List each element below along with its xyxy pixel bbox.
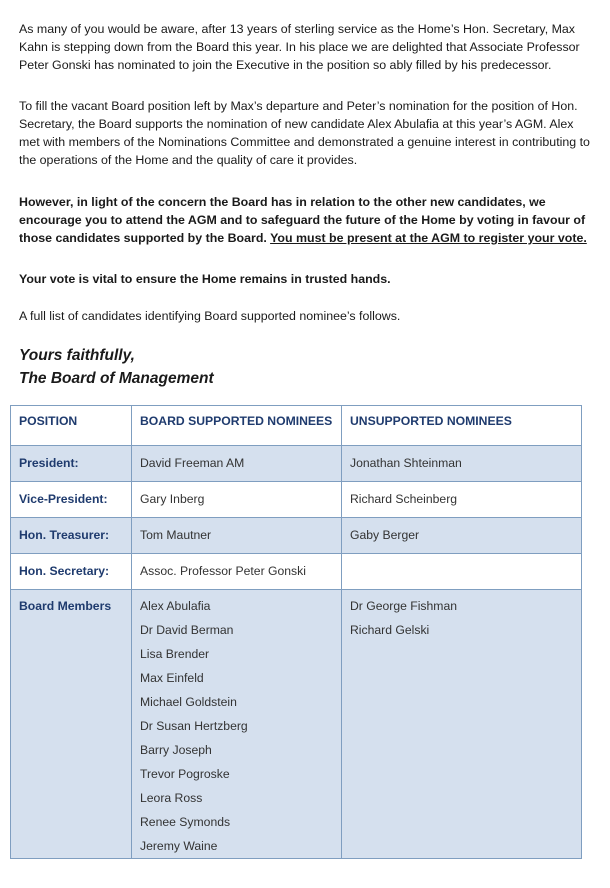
supported-cell: David Freeman AM	[132, 446, 342, 482]
list-item: Renee Symonds	[140, 815, 231, 829]
unsupported-cell: Richard Scheinberg	[342, 482, 582, 518]
position-cell	[11, 590, 132, 859]
supported-cell: Tom Mautner	[132, 518, 342, 554]
table-row	[11, 446, 582, 482]
supported-members-cell	[132, 590, 342, 859]
paragraph-concern	[19, 193, 594, 247]
list-item: Barry Joseph	[140, 743, 212, 757]
position-cell: President:	[11, 446, 132, 482]
list-item: Trevor Pogroske	[140, 767, 230, 781]
list-item: Lisa Brender	[140, 647, 210, 661]
concern-text: However, in light of the concern the Board has in relation to the other new candidates, we encourage you to attend the AGM and to safeguard the future of the Home by voting in favour of those candidates supported by the Board.	[19, 195, 586, 245]
table-header-row	[11, 406, 582, 446]
table-row	[11, 482, 582, 518]
board-members-label: Board Members	[19, 599, 112, 613]
header-unsupported: UNSUPPORTED NOMINEES	[342, 406, 582, 446]
paragraph-vacancy: To fill the vacant Board position left by Max’s departure and Peter’s nomination for the position of Hon. Secretary, the Board supports the nomination of new candidate Alex Abulafia at this year’s AGM. Alex met with members of the Nominations Committee and demonstrated a genuine interest in contributing to the operations of the Home and the quality of care it provides.	[19, 99, 590, 167]
unsupported-cell: Jonathan Shteinman	[342, 446, 582, 482]
signature-signatory: The Board of Management	[19, 370, 214, 387]
list-item: Dr George Fishman	[350, 599, 458, 613]
supported-cell: Gary Inberg	[132, 482, 342, 518]
list-item: Max Einfeld	[140, 671, 204, 685]
list-item: Leora Ross	[140, 791, 203, 805]
position-cell: Hon. Treasurer:	[11, 518, 132, 554]
list-item: Dr David Berman	[140, 623, 234, 637]
supported-cell: Assoc. Professor Peter Gonski	[132, 554, 342, 590]
position-cell: Vice-President:	[11, 482, 132, 518]
list-item: Alex Abulafia	[140, 599, 211, 613]
unsupported-members-cell	[342, 590, 582, 859]
header-position: POSITION	[11, 406, 132, 446]
paragraph-intro: As many of you would be aware, after 13 years of sterling service as the Home’s Hon. Secretary, Max Kahn is stepping down from the Board this year. In his place we are delighted that Associate Professor Peter Gonski has nominated to join the Executive in the position so ably filled by his predecessor.	[19, 22, 580, 72]
list-item: Michael Goldstein	[140, 695, 237, 709]
signature-salutation: Yours faithfully,	[19, 347, 135, 364]
list-item: Richard Gelski	[350, 623, 430, 637]
table-row	[11, 554, 582, 590]
unsupported-cell	[342, 554, 582, 590]
paragraph-list-intro: A full list of candidates identifying Board supported nominee’s follows.	[19, 309, 401, 323]
paragraph-vote: Your vote is vital to ensure the Home remains in trusted hands.	[19, 272, 391, 286]
list-item: Jeremy Waine	[140, 839, 218, 853]
list-item: Dr Susan Hertzberg	[140, 719, 248, 733]
header-supported: BOARD SUPPORTED NOMINEES	[132, 406, 342, 446]
nominees-table	[10, 405, 582, 859]
position-cell: Hon. Secretary:	[11, 554, 132, 590]
unsupported-cell: Gaby Berger	[342, 518, 582, 554]
table-row	[11, 518, 582, 554]
attendance-notice: You must be present at the AGM to register your vote.	[270, 231, 587, 245]
board-members-row	[11, 590, 582, 859]
